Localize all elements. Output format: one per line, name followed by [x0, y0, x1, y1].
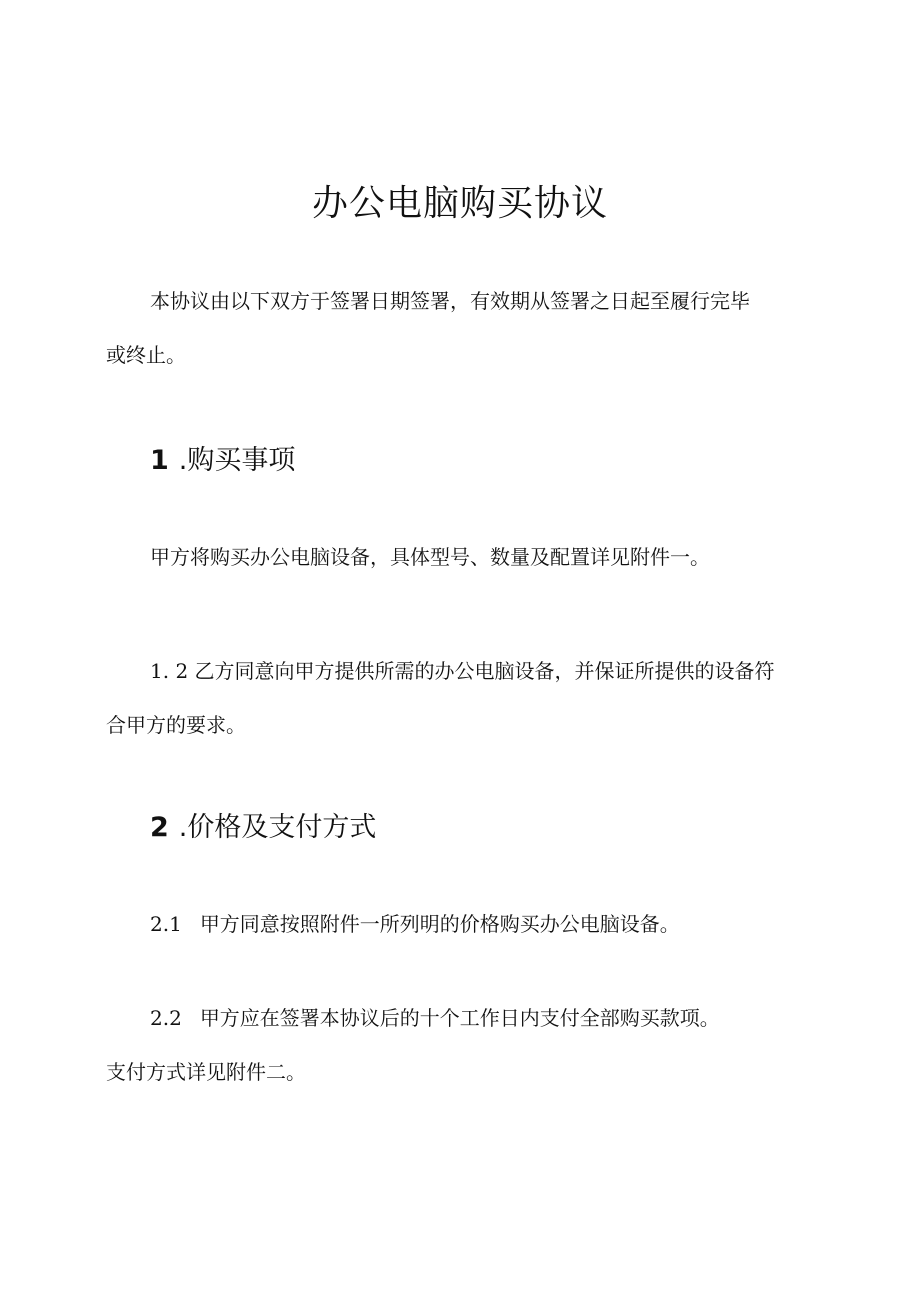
clause-1-2 [106, 644, 818, 752]
clause-2-2-number: 2.2 [150, 1006, 182, 1030]
clause-1-2-line-2: 合甲方的要求。 [106, 713, 246, 737]
intro-line-1: 本协议由以下双方于签署日期签署，有效期从签署之日起至履行完毕 [150, 289, 750, 313]
intro-line-2: 或终止。 [106, 343, 186, 367]
clause-2-2-line-1 [106, 991, 818, 1045]
section-2-heading [150, 808, 376, 848]
section-1-number: 1 [150, 445, 169, 476]
clause-2-2-text: 甲方应在签署本协议后的十个工作日内支付全部购买款项。 [199, 1006, 720, 1030]
section-1-para-text: 甲方将购买办公电脑设备，具体型号、数量及配置详见附件一。 [150, 545, 710, 569]
clause-2-1 [106, 897, 818, 951]
clause-1-2-line-1: 1. 2 乙方同意向甲方提供所需的办公电脑设备，并保证所提供的设备符 [150, 659, 775, 683]
clause-2-1-text: 甲方同意按照附件一所列明的价格购买办公电脑设备。 [199, 912, 680, 936]
clause-2-1-number: 2.1 [150, 912, 182, 936]
intro-paragraph [106, 274, 818, 382]
document-title: 办公电脑购买协议 [311, 183, 608, 224]
clause-2-1-line [106, 897, 818, 951]
section-1-paragraph [106, 530, 818, 584]
section-2-title: .价格及支付方式 [178, 812, 377, 843]
section-1-heading [150, 441, 295, 481]
section-1-title: .购买事项 [178, 445, 296, 476]
clause-2-2-line-2: 支付方式详见附件二。 [106, 1060, 306, 1084]
section-2-number: 2 [150, 812, 169, 843]
clause-2-2 [106, 991, 818, 1099]
